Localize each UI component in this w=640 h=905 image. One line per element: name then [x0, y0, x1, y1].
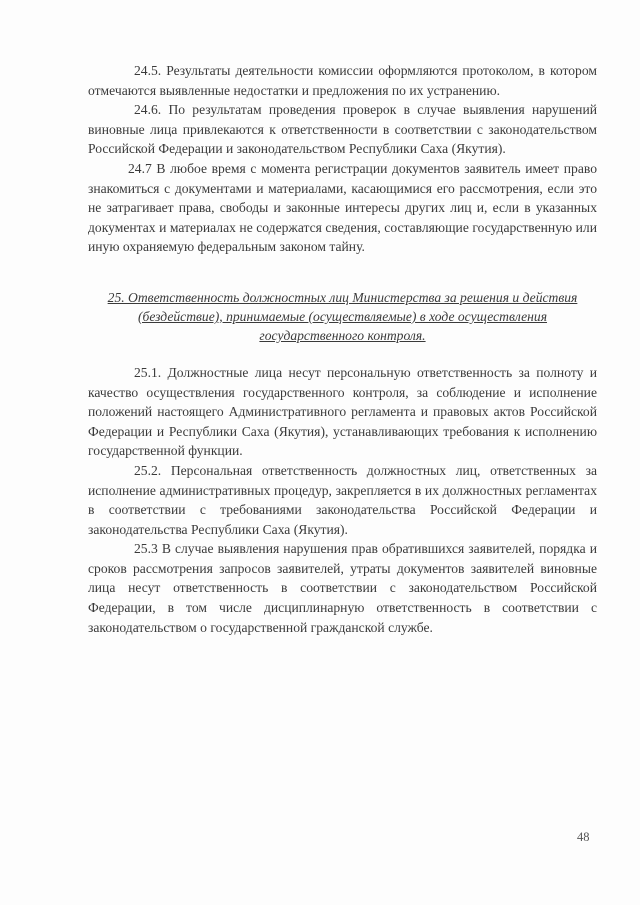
- paragraph-24-5: 24.5. Результаты деятельности комиссии оформляются протоколом, в котором отмечаются выявленные недостатки и предложения по их устранению.: [88, 63, 597, 98]
- section-heading-25: 25. Ответственность должностных лиц Министерства за решения и действия (бездействие), принимаемые (осуществляемые) в ходе осуществления государственного контроля.: [107, 289, 578, 343]
- paragraph-25-1: 25.1. Должностные лица несут персональную ответственность за полноту и качество осуществления государственного контроля, за соблюдение и исполнение положений настоящего Административного регламента и правовых актов Российской Федерации и Республики Саха (Якутия), устанавливающих требования к исполнению государственной функции.: [88, 364, 597, 459]
- paragraph-24-7: 24.7 В любое время с момента регистрации документов заявитель имеет право знакомиться с документами и материалами, касающимися его рассмотрения, если это не затрагивает права, свободы и законные интересы других лиц и, если в указанных документах и материалах не содержатся сведения, составляющие государственную или иную охраняемую федеральным законом тайну.: [88, 160, 597, 255]
- page-number: 48: [577, 830, 590, 844]
- paragraph-25-2: 25.2. Персональная ответственность должностных лиц, ответственных за исполнение административных процедур, закрепляется в их должностных регламентах в соответствии с требованиями законодательства Российской Федерации и законодательства Республики Саха (Якутия).: [88, 462, 597, 537]
- paragraph-24-6: 24.6. По результатам проведения проверок в случае выявления нарушений виновные лица привлекаются к ответственности в соответствии с законодательством Российской Федерации и законодательством Республики Саха (Якутия).: [88, 102, 597, 157]
- page-body: [88, 61, 597, 637]
- paragraph-25-3: 25.3 В случае выявления нарушения прав обратившихся заявителей, порядка и сроков рассмотрения запросов заявителей, утраты документов заявителей виновные лица несут ответственность в соответствии с законодательством Российской Федерации, в том числе дисциплинарную ответственность в соответствии с законодательством о государственной гражданской службе.: [88, 541, 597, 635]
